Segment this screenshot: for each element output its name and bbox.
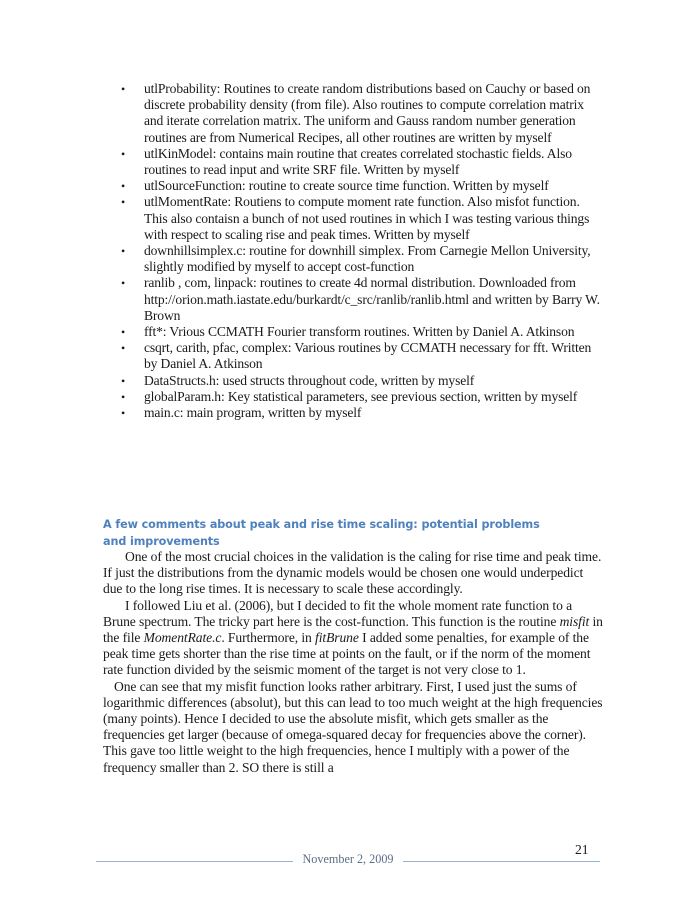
list-item-text: ranlib , com, linpack: routines to create 4d normal distribution. Downloaded from http://orion.math.iastate.edu/burkardt/c_src/ranlib/ranlib.html and written by Barry W. Brown xyxy=(144,275,600,323)
filename-term: MomentRate.c xyxy=(143,630,222,646)
list-item-text: csqrt, carith, pfac, complex: Various routines by CCMATH necessary for fft. Written by Daniel A. Atkinson xyxy=(144,340,592,372)
list-item-text: downhillsimplex.c: routine for downhill simplex. From Carnegie Mellon University, slightly modified by myself to accept cost-function xyxy=(144,243,591,275)
bullet-icon: • xyxy=(121,195,126,210)
list-item-text: utlSourceFunction: routine to create source time function. Written by myself xyxy=(144,178,549,194)
bullet-icon: • xyxy=(121,244,126,259)
list-item-text: globalParam.h: Key statistical parameters, see previous section, written by myself xyxy=(144,388,578,404)
list-item xyxy=(103,194,603,243)
list-item xyxy=(103,324,603,340)
list-item-text: fft*: Vrious CCMATH Fourier transform routines. Written by Daniel A. Atkinson xyxy=(144,324,575,340)
list-item xyxy=(103,340,603,372)
bullet-icon: • xyxy=(121,146,126,161)
paragraph-3: One can see that my misfit function looks rather arbitrary. First, I used just the sums of logarithmic differences (absolut), but this can lead to too much weight at the high frequencies (many points). Hence I decided to use the absolute misfit, which gets smaller as the frequencies get larger (because of omega-squared decay for frequencies above the corner). This gave too little weight to the high frequencies, hence I multiply with a power of the frequency smaller than 2. SO there is still a xyxy=(103,678,603,775)
list-item xyxy=(103,373,603,389)
bullet-icon: • xyxy=(121,341,126,356)
list-item xyxy=(103,389,603,405)
misfit-term: misfit xyxy=(559,613,590,629)
paragraph-2-text: in the file xyxy=(103,613,603,646)
bullet-icon: • xyxy=(121,276,126,291)
list-item xyxy=(103,81,603,146)
list-item-text: DataStructs.h: used structs throughout code, written by myself xyxy=(144,372,475,388)
bullet-icon: • xyxy=(121,82,126,96)
page-number: 21 xyxy=(575,842,589,857)
fitbrune-term: fitBrune xyxy=(315,630,359,646)
paragraph-2-text: I added some penalties, for example of the peak time gets shorter than the rise time at points on the fault, or if the norm of the moment rate function divided by the seismic moment of the target is not very close to 1. xyxy=(103,630,591,678)
footer-rule-right xyxy=(403,861,600,862)
paragraph-2 xyxy=(103,598,603,679)
list-item xyxy=(103,405,603,421)
list-item xyxy=(103,275,603,324)
section-body xyxy=(103,549,603,776)
footer-date: November 2, 2009 xyxy=(302,852,394,866)
paragraph-2-text: I followed Liu et al. (2006), but I decided to fit the whole moment rate function to a Brune spectrum. The tricky part here is the cost-function. This function is the routine xyxy=(103,597,573,629)
list-item xyxy=(103,146,603,178)
list-item-text: utlKinModel: contains main routine that creates correlated stochastic fields. Also routines to read input and write SRF file. Written by myself xyxy=(144,145,572,178)
list-item-text: utlProbability: Routines to create random distributions based on Cauchy or based on discrete probability density (from file). Also routines to compute correlation matrix and iterate correlation matrix. The uniform and Gauss random number generation routines are from Numerical Recipes, all other routines are written by myself xyxy=(144,81,591,145)
list-item-text: main.c: main program, written by myself xyxy=(144,405,362,421)
paragraph-1: One of the most crucial choices in the validation is the caling for rise time and peak time. If just the distributions from the dynamic models would be chosen one would underpedict due to the long rise times. It is necessary to scale these accordingly. xyxy=(103,549,602,597)
section-heading: A few comments about peak and rise time scaling: potential problems and improvements xyxy=(103,518,540,548)
footer-rule-left xyxy=(96,861,293,862)
paragraph-2-text: . Furthermore, in xyxy=(221,630,316,646)
bullet-icon: • xyxy=(121,406,126,421)
list-item xyxy=(103,243,603,275)
list-item-text: utlMomentRate: Routiens to compute moment rate function. Also misfot function. This also contaisn a bunch of not used routines in which I was testing various things with respect to scaling rise and peak times. Written by myself xyxy=(144,194,590,242)
bullet-icon: • xyxy=(121,179,126,194)
module-list xyxy=(103,81,603,421)
bullet-icon: • xyxy=(121,389,126,404)
bullet-icon: • xyxy=(121,373,126,388)
list-item xyxy=(103,178,603,194)
bullet-icon: • xyxy=(121,325,126,340)
